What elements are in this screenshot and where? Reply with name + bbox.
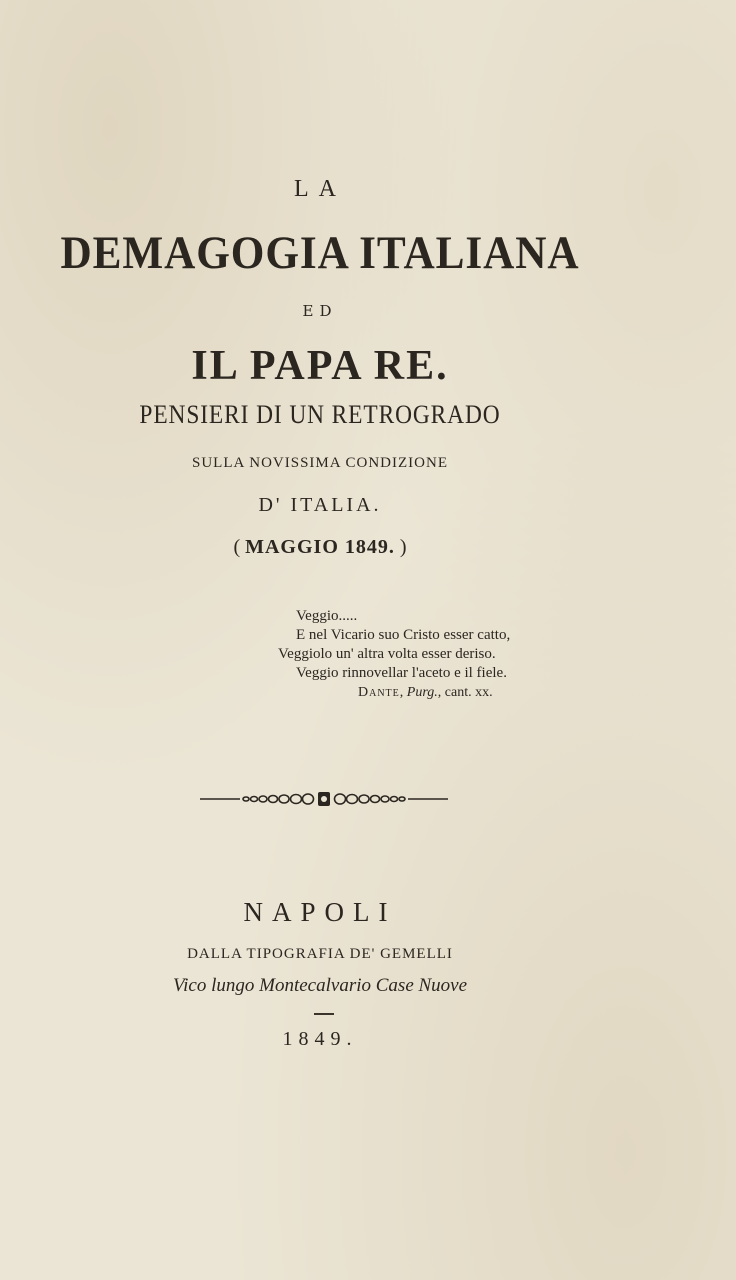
date-text: MAGGIO 1849. — [245, 536, 395, 558]
subtitle: PENSIERI DI UN RETROGRADO — [139, 400, 501, 429]
epigraph-line: E nel Vicario suo Cristo esser catto, — [296, 627, 511, 643]
epigraph-line: Veggio..... — [296, 608, 358, 624]
imprint-city: NAPOLI — [243, 897, 397, 927]
divider — [314, 1013, 334, 1015]
epigraph-line: Veggio rinnovellar l'aceto e il fiele. — [296, 665, 507, 681]
epigraph-work: Purg. — [406, 685, 438, 700]
second-title: IL PAPA RE. — [191, 343, 449, 389]
main-title: DEMAGOGIA ITALIANA — [60, 227, 580, 279]
ornament-rule-icon — [200, 789, 448, 809]
imprint-year: 1849. — [282, 1028, 358, 1050]
epigraph-attribution: Dante, Purg., cant. xx. — [358, 685, 493, 700]
epigraph-author: Dante — [358, 685, 400, 700]
date-paren-close: ) — [394, 536, 407, 558]
imprint-printer: DALLA TIPOGRAFIA DE' GEMELLI — [187, 946, 453, 962]
subtitle-line-3: D' ITALIA. — [258, 494, 382, 516]
subtitle-line-2: SULLA NOVISSIMA CONDIZIONE — [191, 455, 448, 471]
epigraph-line: Veggiolo un' altra volta esser deriso. — [278, 646, 496, 662]
title-article: LA — [294, 176, 346, 202]
publication-date — [0, 536, 640, 559]
epigraph-canto: , cant. xx. — [437, 685, 493, 700]
imprint-address: Vico lungo Montecalvario Case Nuove — [172, 975, 468, 996]
title-conjunction: ED — [302, 302, 338, 320]
epigraph — [278, 607, 598, 702]
date-paren-open: ( — [233, 536, 246, 558]
